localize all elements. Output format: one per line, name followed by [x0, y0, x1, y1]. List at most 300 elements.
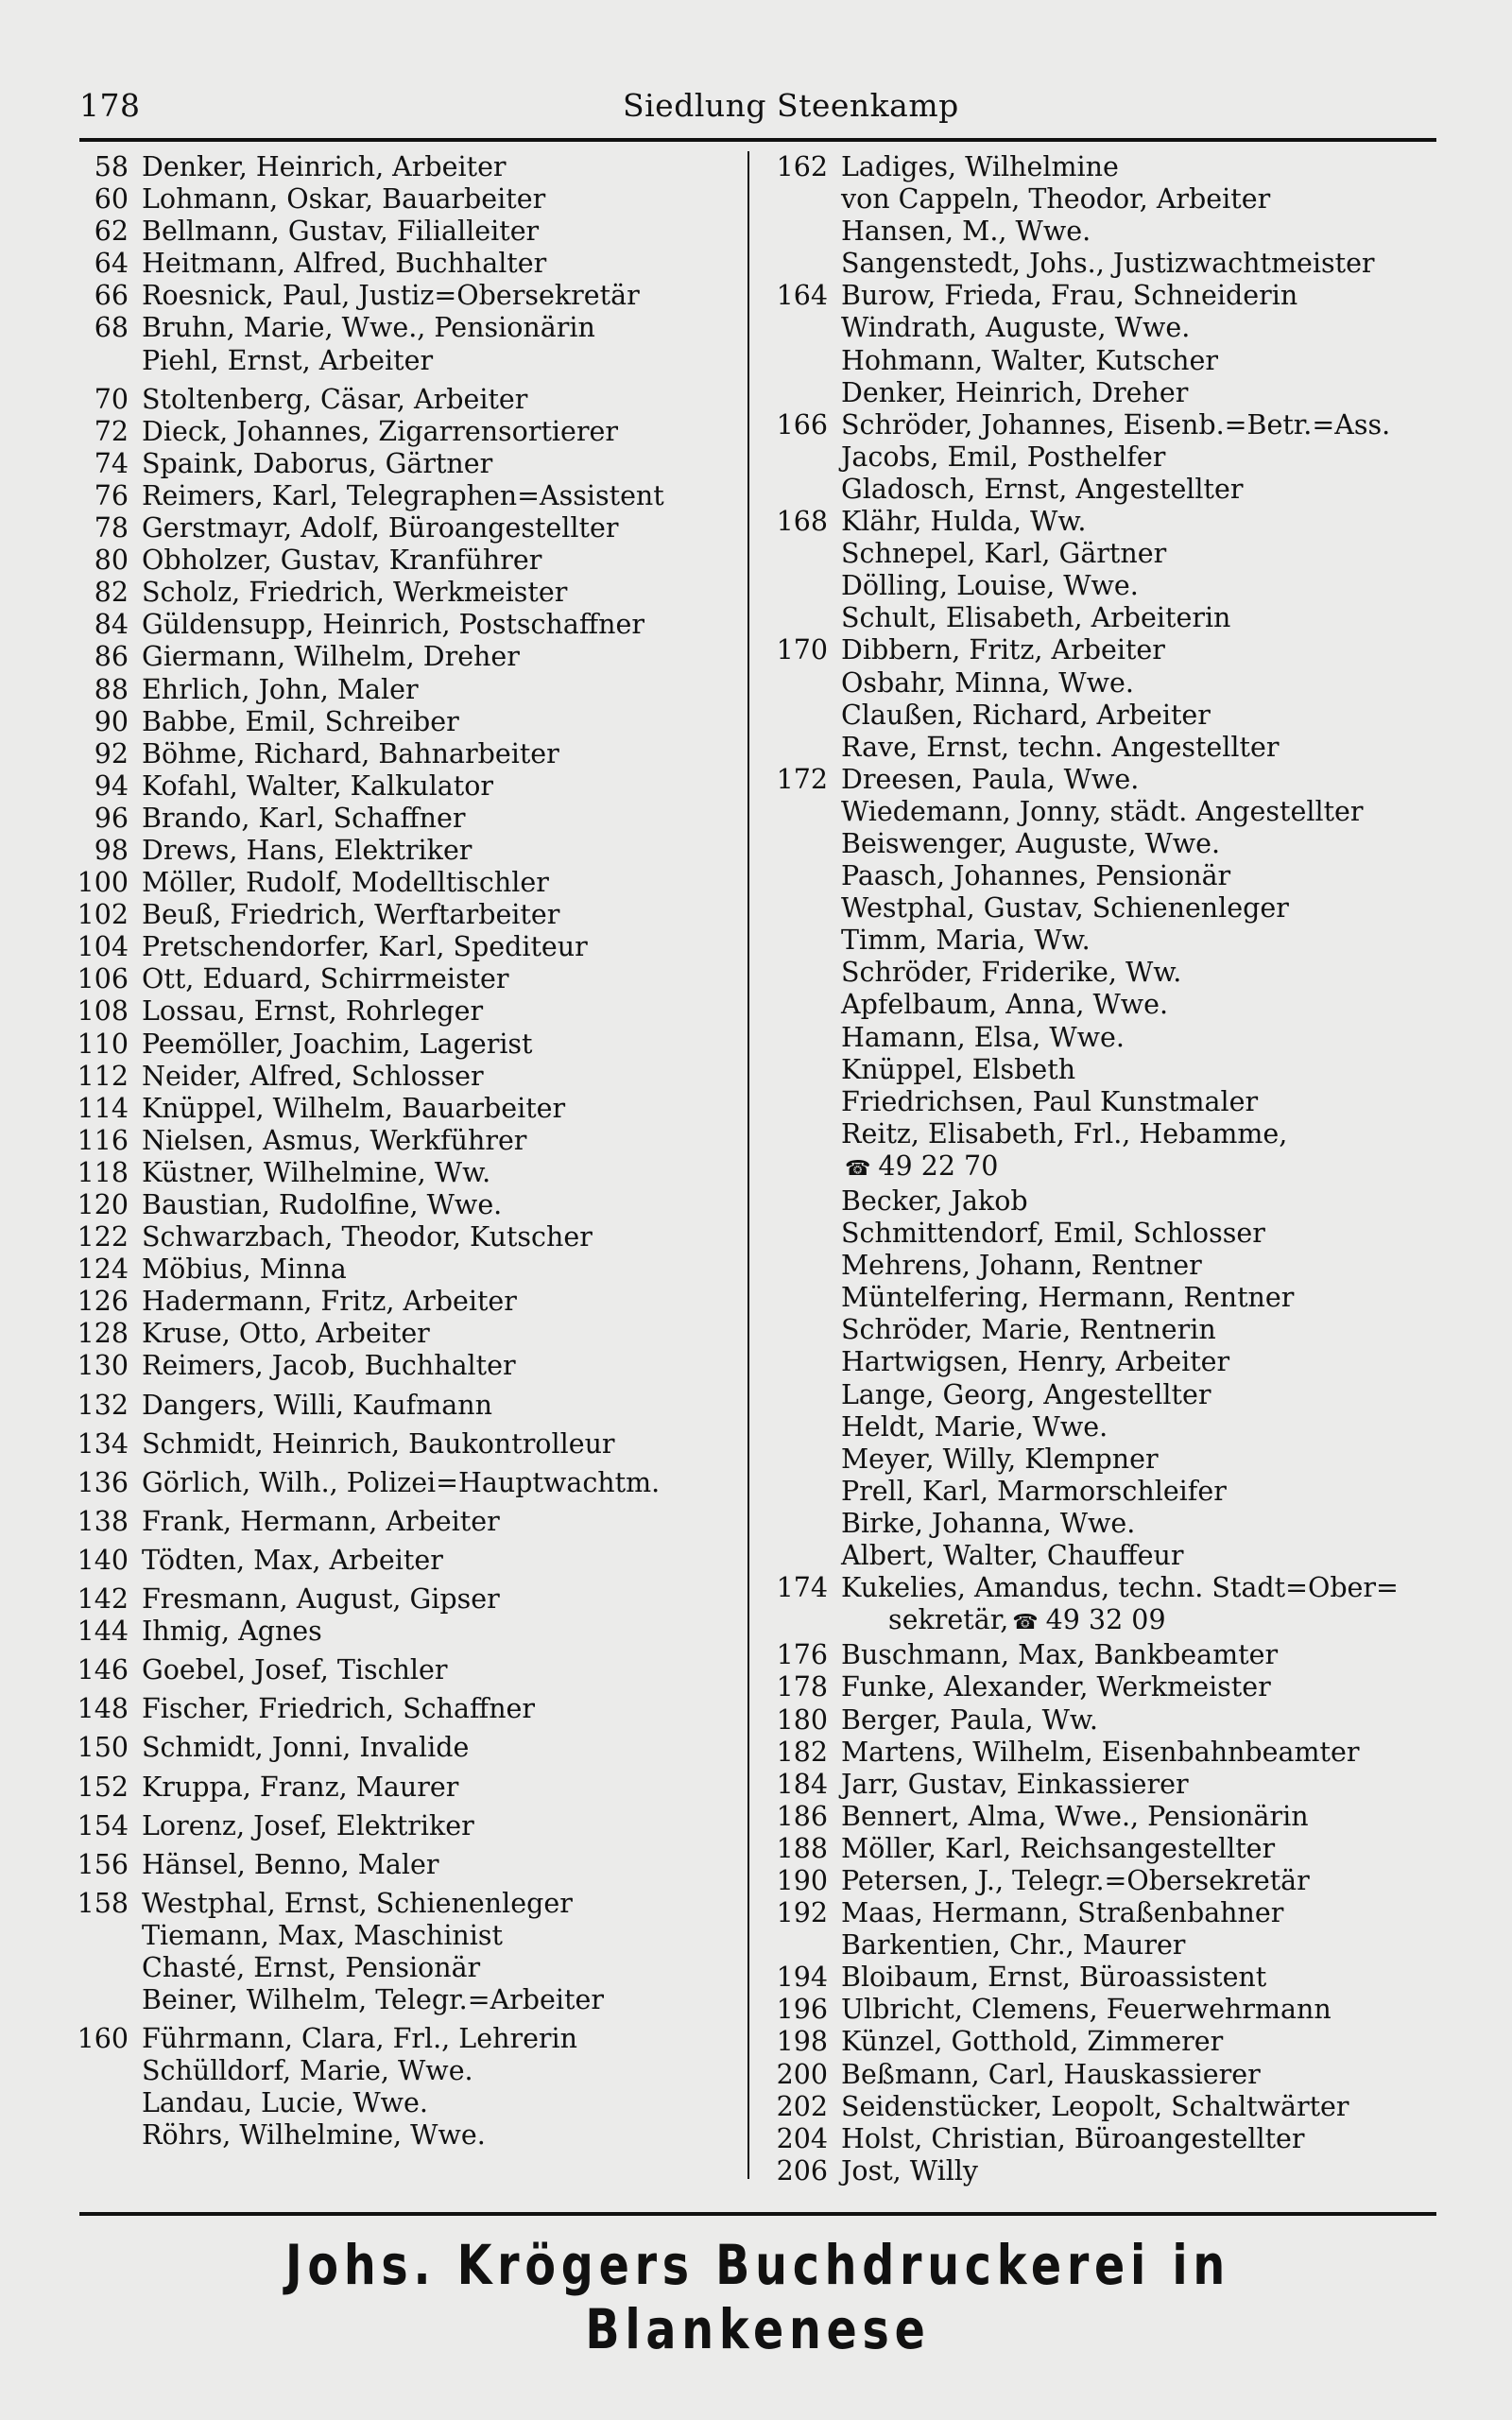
resident-text: [129, 706, 459, 738]
resident-text: [828, 634, 1165, 666]
house-number: 60: [94, 183, 129, 216]
resident-name: sekretär,: [888, 1604, 1009, 1636]
resident-text: [129, 641, 520, 673]
house-number: 86: [94, 641, 129, 673]
directory-entry: [60, 706, 741, 738]
directory-entry: [60, 2023, 741, 2055]
resident-name: Bellmann, Gustav, Filialleiter: [142, 216, 540, 248]
directory-entry: [756, 1282, 1446, 1314]
resident-name: Babbe, Emil, Schreiber: [142, 705, 459, 737]
resident-name: Gerstmayr, Adolf, Büroangestellter: [142, 512, 619, 544]
resident-text: [828, 1476, 1227, 1508]
resident-name: Lange, Georg, Angestellter: [841, 1378, 1211, 1410]
resident-text: [828, 409, 1390, 441]
resident-text: [828, 183, 1270, 216]
resident-text: [129, 448, 492, 480]
house-number: 194: [776, 1962, 828, 1994]
directory-entry: [756, 1185, 1446, 1218]
resident-text: [129, 1888, 573, 1920]
resident-text: [828, 2155, 978, 2187]
resident-text: [129, 280, 640, 312]
resident-name: Görlich, Wilh., Polizei=Hauptwachtm.: [142, 1466, 661, 1498]
resident-name: Jacobs, Emil, Posthelfer: [841, 441, 1166, 473]
house-number: 132: [77, 1389, 129, 1421]
resident-text: [828, 860, 1230, 892]
resident-text: [129, 867, 549, 899]
resident-name: Möbius, Minna: [142, 1253, 347, 1286]
resident-name: Schmidt, Jonni, Invalide: [142, 1732, 470, 1764]
resident-name: Nielsen, Asmus, Werkführer: [142, 1124, 527, 1156]
house-number: 154: [77, 1809, 129, 1841]
house-number: 68: [94, 312, 129, 344]
house-number: 62: [94, 216, 129, 248]
resident-text: [129, 835, 472, 867]
house-number: 188: [776, 1832, 828, 1864]
house-number: [756, 1929, 828, 1962]
resident-text: [828, 216, 1091, 248]
directory-entry: [60, 803, 741, 835]
house-number: [756, 667, 828, 700]
directory-entry: [60, 1732, 741, 1764]
phone-number: 49 32 09: [1045, 1604, 1166, 1636]
house-number: 72: [94, 415, 129, 447]
resident-name: Obholzer, Gustav, Kranführer: [142, 544, 542, 577]
house-number: 138: [77, 1505, 129, 1537]
resident-text: [828, 1185, 1028, 1218]
resident-text: [129, 480, 664, 512]
house-number: 82: [94, 577, 129, 609]
directory-entry: [60, 867, 741, 899]
house-number: 58: [94, 151, 129, 182]
resident-name: Buschmann, Max, Bankbeamter: [841, 1639, 1279, 1671]
resident-text: [129, 1984, 604, 2016]
resident-text: [129, 248, 546, 280]
house-number: [756, 700, 828, 732]
resident-text: [828, 764, 1139, 796]
directory-entry: [60, 995, 741, 1028]
resident-name: Scholz, Friedrich, Werkmeister: [142, 577, 568, 609]
resident-text: [129, 1125, 526, 1157]
resident-name: Möller, Rudolf, Modelltischler: [142, 867, 549, 899]
house-number: [60, 345, 129, 377]
resident-name: Prell, Karl, Marmorschleifer: [841, 1475, 1227, 1507]
resident-name: Dieck, Johannes, Zigarrensortierer: [142, 415, 619, 447]
directory-entry: [60, 1221, 741, 1253]
house-number: [756, 732, 828, 764]
directory-entry: [756, 1346, 1446, 1378]
directory-entry: [756, 796, 1446, 828]
directory-entry: [756, 667, 1446, 700]
resident-text: [129, 1772, 458, 1804]
resident-text: [828, 1282, 1294, 1314]
house-number: 110: [77, 1028, 129, 1060]
house-number: 192: [776, 1897, 828, 1929]
directory-entry: [60, 1920, 741, 1952]
directory-entry: [756, 1704, 1446, 1737]
resident-name: Bloibaum, Ernst, Büroassistent: [841, 1962, 1267, 1994]
house-number: 176: [776, 1639, 828, 1671]
house-number: [60, 1952, 129, 1984]
directory-entry: [60, 384, 741, 416]
resident-text: [828, 377, 1188, 409]
directory-entry: [756, 409, 1446, 441]
house-number: [756, 989, 828, 1021]
house-number: 88: [94, 673, 129, 705]
header-rule: [79, 138, 1436, 142]
resident-name: Küstner, Wilhelmine, Ww.: [142, 1156, 491, 1188]
resident-text: [129, 577, 567, 609]
resident-text: [129, 1350, 516, 1382]
house-number: 104: [77, 931, 129, 963]
house-number: 202: [776, 2090, 828, 2122]
house-number: 184: [776, 1768, 828, 1800]
resident-name: Giermann, Wilhelm, Dreher: [142, 641, 520, 673]
resident-name: Tiemann, Max, Maschinist: [142, 1919, 503, 1951]
house-number: 126: [77, 1286, 129, 1318]
resident-text: [828, 796, 1364, 828]
house-number: [756, 1022, 828, 1054]
house-number: 140: [77, 1544, 129, 1576]
directory-entry: [60, 1028, 741, 1061]
resident-name: Röhrs, Wilhelmine, Wwe.: [142, 2119, 486, 2152]
directory-entry: [60, 963, 741, 995]
resident-text: [828, 1737, 1360, 1769]
resident-name: Roesnick, Paul, Justiz=Obersekretär: [142, 280, 640, 312]
directory-entry: [756, 1411, 1446, 1443]
resident-text: [828, 667, 1134, 700]
resident-text: [129, 1920, 503, 1952]
directory-entry: [60, 151, 741, 183]
house-number: 78: [94, 512, 129, 544]
resident-name: Hartwigsen, Henry, Arbeiter: [841, 1346, 1230, 1378]
directory-entry: [756, 2123, 1446, 2155]
house-number: [756, 1118, 828, 1150]
resident-text: [129, 609, 644, 641]
resident-name: Dibbern, Fritz, Arbeiter: [841, 634, 1165, 666]
directory-entry: [60, 1810, 741, 1842]
resident-text: [828, 1639, 1278, 1671]
resident-text: [828, 1897, 1283, 1929]
directory-entry: [60, 1061, 741, 1093]
directory-entry: [756, 1022, 1446, 1054]
resident-name: Schröder, Johannes, Eisenb.=Betr.=Ass.: [841, 408, 1391, 441]
house-number: 80: [94, 544, 129, 577]
house-number: 186: [776, 1800, 828, 1832]
resident-text: [129, 1506, 500, 1538]
directory-entry: [756, 1604, 1446, 1639]
resident-text: [129, 1583, 500, 1616]
house-number: 148: [77, 1693, 129, 1725]
directory-entry: [756, 1994, 1446, 2026]
resident-text: [129, 1189, 502, 1221]
resident-text: [129, 1810, 474, 1842]
directory-entry: [756, 312, 1446, 344]
house-number: 114: [77, 1092, 129, 1124]
house-number: [60, 2119, 129, 2152]
resident-text: [129, 1028, 533, 1061]
footer-rule: [79, 2212, 1436, 2216]
resident-text: [828, 1314, 1216, 1346]
resident-text: [129, 1654, 448, 1686]
resident-name: Reitz, Elisabeth, Frl., Hebamme,: [841, 1117, 1288, 1150]
directory-entry: [756, 248, 1446, 280]
resident-text: [129, 674, 419, 706]
resident-text: [129, 312, 595, 344]
resident-name: Schülldorf, Marie, Wwe.: [142, 2055, 473, 2087]
resident-text: [828, 1054, 1075, 1086]
resident-name: Reimers, Karl, Telegraphen=Assistent: [142, 479, 664, 511]
directory-entry: [60, 1654, 741, 1686]
resident-text: [129, 1253, 347, 1286]
house-number: 112: [77, 1060, 129, 1092]
house-number: [756, 1346, 828, 1378]
resident-name: Hohmann, Walter, Kutscher: [841, 344, 1218, 376]
directory-entry: [60, 931, 741, 963]
resident-name: Gladosch, Ernst, Angestellter: [841, 473, 1244, 505]
directory-entry: [756, 2155, 1446, 2187]
directory-entry: [756, 345, 1446, 377]
directory-entry: [60, 1157, 741, 1189]
resident-text: [129, 1693, 535, 1725]
resident-name: Goebel, Josef, Tischler: [142, 1654, 448, 1686]
house-number: [756, 377, 828, 409]
resident-text: [828, 2123, 1305, 2155]
directory-entry: [756, 602, 1446, 634]
house-number: 118: [77, 1156, 129, 1188]
resident-text: [828, 1250, 1202, 1282]
resident-text: [828, 602, 1230, 634]
house-number: 70: [94, 383, 129, 415]
resident-name: Schnepel, Karl, Gärtner: [841, 538, 1167, 570]
resident-name: Meyer, Willy, Klempner: [841, 1443, 1159, 1475]
resident-name: Frank, Hermann, Arbeiter: [142, 1505, 500, 1537]
house-number: 156: [77, 1848, 129, 1880]
resident-text: [828, 1443, 1159, 1476]
resident-text: [828, 700, 1211, 732]
house-number: [756, 1218, 828, 1250]
resident-name: Fischer, Friedrich, Schaffner: [142, 1693, 536, 1725]
resident-text: [828, 1346, 1229, 1378]
resident-text: [828, 1833, 1275, 1865]
directory-entry: [60, 1888, 741, 1920]
house-number: [756, 1540, 828, 1572]
directory-entry: [60, 1286, 741, 1318]
directory-entry: [756, 1639, 1446, 1671]
house-number: 152: [77, 1771, 129, 1803]
resident-text: [129, 803, 466, 835]
page-header: [79, 87, 1436, 132]
directory-entry: [756, 1833, 1446, 1865]
resident-name: Dölling, Louise, Wwe.: [841, 570, 1139, 602]
resident-text: [129, 544, 541, 577]
directory-entry: [60, 1693, 741, 1725]
resident-text: [129, 151, 507, 183]
house-number: [756, 1443, 828, 1476]
directory-entry: [756, 570, 1446, 602]
house-number: 124: [77, 1253, 129, 1286]
directory-entry: [756, 1086, 1446, 1118]
telephone-icon: ☎: [845, 1156, 871, 1181]
resident-name: Holst, Christian, Büroangestellter: [841, 2122, 1305, 2154]
resident-name: Jarr, Gustav, Einkassierer: [841, 1768, 1189, 1800]
resident-name: Apfelbaum, Anna, Wwe.: [841, 989, 1169, 1021]
resident-text: [129, 738, 559, 770]
house-number: 134: [77, 1427, 129, 1460]
directory-entry: [756, 1314, 1446, 1346]
house-number: [756, 538, 828, 570]
house-number: 196: [776, 1994, 828, 2026]
house-number: 150: [77, 1732, 129, 1764]
resident-name: Knüppel, Wilhelm, Bauarbeiter: [142, 1092, 566, 1124]
resident-text: [828, 570, 1139, 602]
house-number: [60, 1984, 129, 2016]
resident-text: [129, 963, 509, 995]
resident-name: Kofahl, Walter, Kalkulator: [142, 769, 494, 802]
resident-name: Lossau, Ernst, Rohrleger: [142, 995, 484, 1028]
directory-entry: [60, 448, 741, 480]
directory-entry: [60, 216, 741, 248]
directory-entry: [756, 1443, 1446, 1476]
resident-name: Windrath, Auguste, Wwe.: [841, 312, 1191, 344]
resident-name: Heitmann, Alfred, Buchhalter: [142, 248, 547, 280]
directory-entry: [756, 1929, 1446, 1962]
directory-entry: [756, 1508, 1446, 1540]
resident-name: Burow, Frieda, Frau, Schneiderin: [841, 280, 1298, 312]
directory-entry: [756, 892, 1446, 925]
resident-name: Kruppa, Franz, Maurer: [142, 1771, 459, 1803]
resident-name: Kukelies, Amandus, techn. Stadt=Ober=: [841, 1572, 1399, 1604]
house-number: [756, 1314, 828, 1346]
resident-name: Bruhn, Marie, Wwe., Pensionärin: [142, 312, 595, 344]
directory-entry: [60, 1189, 741, 1221]
resident-name: Künzel, Gotthold, Zimmerer: [841, 2026, 1224, 2058]
house-number: 162: [776, 151, 828, 182]
house-number: 160: [77, 2023, 129, 2055]
directory-entry: [60, 183, 741, 216]
house-number: [756, 1508, 828, 1540]
directory-entry: [60, 577, 741, 609]
telephone-icon: ☎: [1012, 1611, 1039, 1635]
resident-name: Jost, Willy: [841, 2154, 979, 2187]
house-number: 204: [776, 2122, 828, 2154]
house-number: 122: [77, 1221, 129, 1253]
resident-name: Lohmann, Oskar, Bauarbeiter: [142, 183, 546, 216]
house-number: 166: [776, 408, 828, 441]
resident-text: [828, 1150, 998, 1185]
house-number: 98: [94, 834, 129, 866]
directory-entry: [60, 1772, 741, 1804]
directory-entry: [756, 1801, 1446, 1833]
house-number: 190: [776, 1864, 828, 1896]
resident-text: [828, 925, 1091, 957]
directory-entry: [60, 416, 741, 448]
house-number: [756, 441, 828, 474]
directory-entry: [756, 732, 1446, 764]
house-number: 74: [94, 447, 129, 479]
house-number: [756, 957, 828, 989]
resident-text: [828, 1022, 1125, 1054]
resident-name: Barkentien, Chr., Maurer: [841, 1929, 1186, 1962]
resident-text: [129, 2119, 486, 2152]
resident-text: [129, 1061, 484, 1093]
directory-entry: [60, 248, 741, 280]
column-divider: [747, 151, 749, 2179]
house-number: [756, 925, 828, 957]
directory-entry: [60, 899, 741, 931]
resident-name: Müntelfering, Hermann, Rentner: [841, 1282, 1295, 1314]
resident-name: Chasté, Ernst, Pensionär: [142, 1951, 481, 1983]
resident-name: Möller, Karl, Reichsangestellter: [841, 1832, 1276, 1864]
resident-name: Beuß, Friedrich, Werftarbeiter: [142, 899, 560, 931]
resident-name: Neider, Alfred, Schlosser: [142, 1060, 484, 1092]
resident-name: Knüppel, Elsbeth: [841, 1053, 1076, 1085]
directory-entry: [756, 1962, 1446, 1994]
resident-text: [828, 1769, 1189, 1801]
house-number: [756, 602, 828, 634]
directory-entry: [60, 1583, 741, 1616]
house-number: 182: [776, 1736, 828, 1768]
page-title: Siedlung Steenkamp: [623, 87, 959, 124]
house-number: [60, 2055, 129, 2087]
resident-text: [129, 2087, 428, 2119]
resident-name: Hansen, M., Wwe.: [841, 216, 1091, 248]
directory-entry: [60, 1952, 741, 1984]
house-number: 178: [776, 1671, 828, 1703]
directory-entry: [756, 1671, 1446, 1703]
house-number: [756, 1086, 828, 1118]
house-number: 172: [776, 763, 828, 795]
resident-name: Albert, Walter, Chauffeur: [841, 1540, 1184, 1572]
house-number: [756, 1411, 828, 1443]
house-number: [756, 1150, 828, 1185]
house-number: [756, 312, 828, 344]
resident-name: Klähr, Hulda, Ww.: [841, 506, 1087, 538]
house-number: 96: [94, 802, 129, 834]
resident-text: [129, 770, 493, 803]
resident-name: Drews, Hans, Elektriker: [142, 834, 472, 866]
house-number: 144: [77, 1616, 129, 1648]
house-number: 174: [776, 1572, 828, 1604]
directory-entry: [756, 216, 1446, 248]
house-number: 90: [94, 705, 129, 737]
resident-name: Pretschendorfer, Karl, Spediteur: [142, 931, 588, 963]
resident-name: Funke, Alexander, Werkmeister: [841, 1671, 1271, 1703]
house-number: 130: [77, 1350, 129, 1382]
resident-name: Berger, Paula, Ww.: [841, 1703, 1098, 1736]
resident-text: [828, 732, 1279, 764]
resident-text: [129, 1157, 490, 1189]
directory-entry: [60, 1506, 741, 1538]
resident-name: Friedrichsen, Paul Kunstmaler: [841, 1085, 1259, 1117]
resident-name: Peemöller, Joachim, Lagerist: [142, 1028, 533, 1060]
resident-text: [828, 1379, 1211, 1411]
directory-entry: [756, 1572, 1446, 1604]
directory-entry: [756, 1865, 1446, 1897]
resident-text: [828, 1572, 1399, 1604]
resident-name: Kruse, Otto, Arbeiter: [142, 1318, 430, 1350]
directory-entry: [60, 1467, 741, 1499]
resident-name: Schröder, Friderike, Ww.: [841, 957, 1182, 989]
resident-text: [828, 1671, 1271, 1703]
resident-text: [129, 2055, 473, 2087]
house-number: [756, 474, 828, 506]
resident-text: [129, 1732, 469, 1764]
directory-entry: [60, 770, 741, 803]
resident-text: [828, 1086, 1258, 1118]
resident-name: Beßmann, Carl, Hauskassierer: [841, 2058, 1261, 2090]
house-number: [60, 2087, 129, 2119]
directory-entry: [60, 345, 741, 377]
